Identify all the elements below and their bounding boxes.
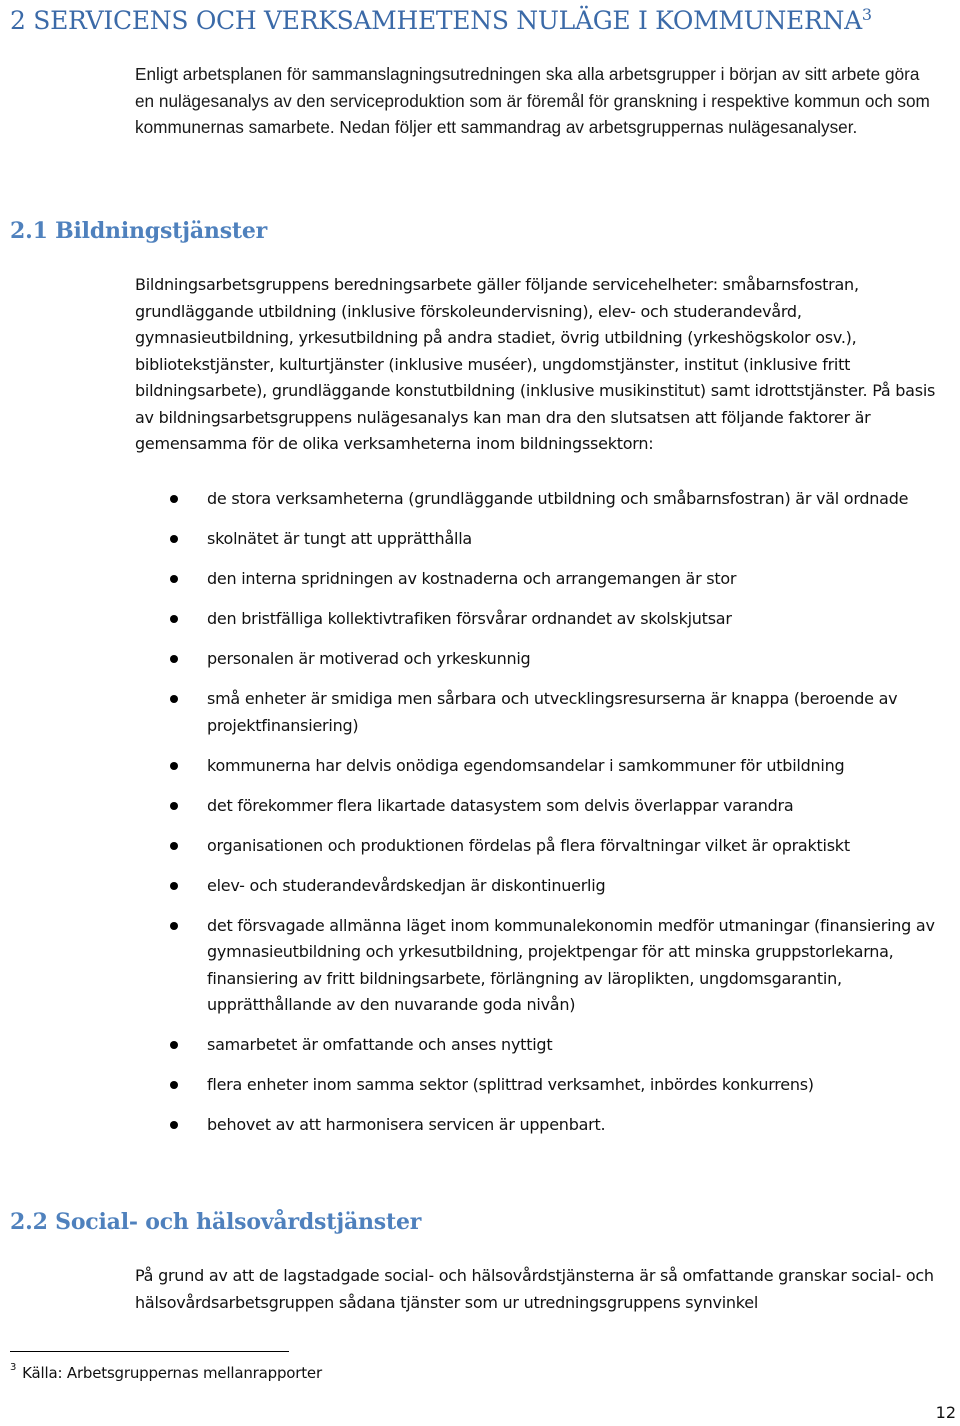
- list-item: [170, 753, 960, 780]
- list-item: [170, 1032, 960, 1059]
- list-item: [170, 606, 960, 633]
- subsection-heading-bildningstjanster: 2.1 Bildningstjänster: [10, 218, 268, 244]
- list-item-text: de stora verksamheterna (grundläggande utbildning och småbarnsfostran) är väl ordnade: [207, 489, 909, 508]
- bullet-icon: [170, 615, 178, 623]
- list-item: [170, 833, 960, 860]
- bullet-icon: [170, 762, 178, 770]
- bullet-icon: [170, 535, 178, 543]
- bildning-bullet-list: [170, 486, 960, 1152]
- list-item-text: organisationen och produktionen fördelas på flera förvaltningar vilket är opraktiskt: [207, 835, 850, 855]
- list-item-text: samarbetet är omfattande och anses nyttigt: [207, 1035, 553, 1054]
- list-item-text: flera enheter inom samma sektor (splittrad verksamhet, inbördes konkurrens): [207, 1075, 814, 1094]
- bullet-icon: [170, 575, 178, 583]
- bullet-icon: [170, 495, 178, 503]
- list-item: [170, 793, 960, 820]
- list-item-text: den bristfälliga kollektivtrafiken försvårar ordnandet av skolskjutsar: [207, 609, 732, 628]
- list-item: [170, 486, 960, 513]
- list-item: [170, 913, 960, 1019]
- list-item-text: skolnätet är tungt att upprätthålla: [207, 529, 472, 548]
- list-item-text: det förekommer flera likartade datasystem som delvis överlappar varandra: [207, 795, 794, 815]
- list-item: [170, 686, 960, 739]
- footnote-text: Källa: Arbetsgruppernas mellanrapporter: [22, 1364, 322, 1382]
- list-item: [170, 646, 960, 673]
- bullet-icon: [170, 922, 178, 930]
- list-item: [170, 873, 960, 900]
- list-item-text: elev- och studerandevårdskedjan är diskontinuerlig: [207, 875, 606, 895]
- bullet-icon: [170, 1121, 178, 1129]
- bullet-icon: [170, 1041, 178, 1049]
- list-item-text: personalen är motiverad och yrkeskunnig: [207, 649, 531, 668]
- bullet-icon: [170, 655, 178, 663]
- section-heading-text: 2 SERVICENS OCH VERKSAMHETENS NULÄGE I KOMMUNERNA: [10, 6, 862, 35]
- list-item-text: den interna spridningen av kostnaderna och arrangemangen är stor: [207, 569, 737, 588]
- footnote-marker: 3: [10, 1362, 17, 1373]
- list-item: [170, 566, 960, 593]
- footnote: [10, 1358, 322, 1388]
- section-intro-paragraph: Enligt arbetsplanen för sammanslagningsutredningen ska alla arbetsgrupper i början av sitt arbete göra en nulägesanalys av den serviceproduktion som är föremål för granskning i respektive kommun och som kommunernas samarbete. Nedan följer ett sammandrag av arbetsgruppernas nulägesanalyser.: [135, 64, 930, 137]
- bullet-icon: [170, 1081, 178, 1089]
- list-item: [170, 1112, 960, 1139]
- page-number: 12: [935, 1403, 956, 1422]
- bullet-icon: [170, 842, 178, 850]
- list-item: [170, 526, 960, 553]
- bullet-icon: [170, 695, 178, 703]
- bildning-paragraph: Bildningsarbetsgruppens beredningsarbete gäller följande servicehelheter: småbarnsfostran, grundläggande utbildning (inklusive förskoleundervisning), elev- och studerandevård, gymnasieutbildning, yrkesutbildning på andra stadiet, övrig utbildning (yrkeshögskolor osv.), bibliotekstjänster, kulturtjänster (inklusive muséer), ungdomstjänster, institut (inklusive fritt bildningsarbete), grundläggande konstutbildning (inklusive musikinstitut) samt idrottstjänster. På basis av bildningsarbetsgruppens nulägesanalys kan man dra den slutsatsen att följande faktorer är gemensamma för de olika verksamheterna inom bildningssektorn:: [135, 275, 936, 453]
- list-item-text: små enheter är smidiga men sårbara och utvecklingsresurserna är knappa (beroende av projektfinansiering): [207, 689, 898, 735]
- footnote-reference[interactable]: 3: [861, 5, 872, 24]
- list-item-text: kommunerna har delvis onödiga egendomsandelar i samkommuner för utbildning: [207, 755, 845, 775]
- section-heading: [10, 4, 872, 38]
- social-halsovard-paragraph: På grund av att de lagstadgade social- och hälsovårdstjänsterna är så omfattande granskar social- och hälsovårdsarbetsgruppen sådana tjänster som ur utredningsgruppens synvinkel: [135, 1266, 934, 1312]
- subsection-heading-social-halsovard: 2.2 Social- och hälsovårdstjänster: [10, 1209, 422, 1235]
- bullet-icon: [170, 882, 178, 890]
- list-item-text: det försvagade allmänna läget inom kommunalekonomin medför utmaningar (finansiering av gymnasieutbildning och yrkesutbildning, projektpengar för att minska gruppstorlekarna, finansiering av fritt bildningsarbete, förlängning av läroplikten, ungdomsgarantin, upprätthållande av den nuvarande goda nivån): [207, 915, 935, 1014]
- bullet-icon: [170, 802, 178, 810]
- list-item: [170, 1072, 960, 1099]
- footnote-divider: [10, 1351, 289, 1352]
- list-item-text: behovet av att harmonisera servicen är uppenbart.: [207, 1115, 606, 1134]
